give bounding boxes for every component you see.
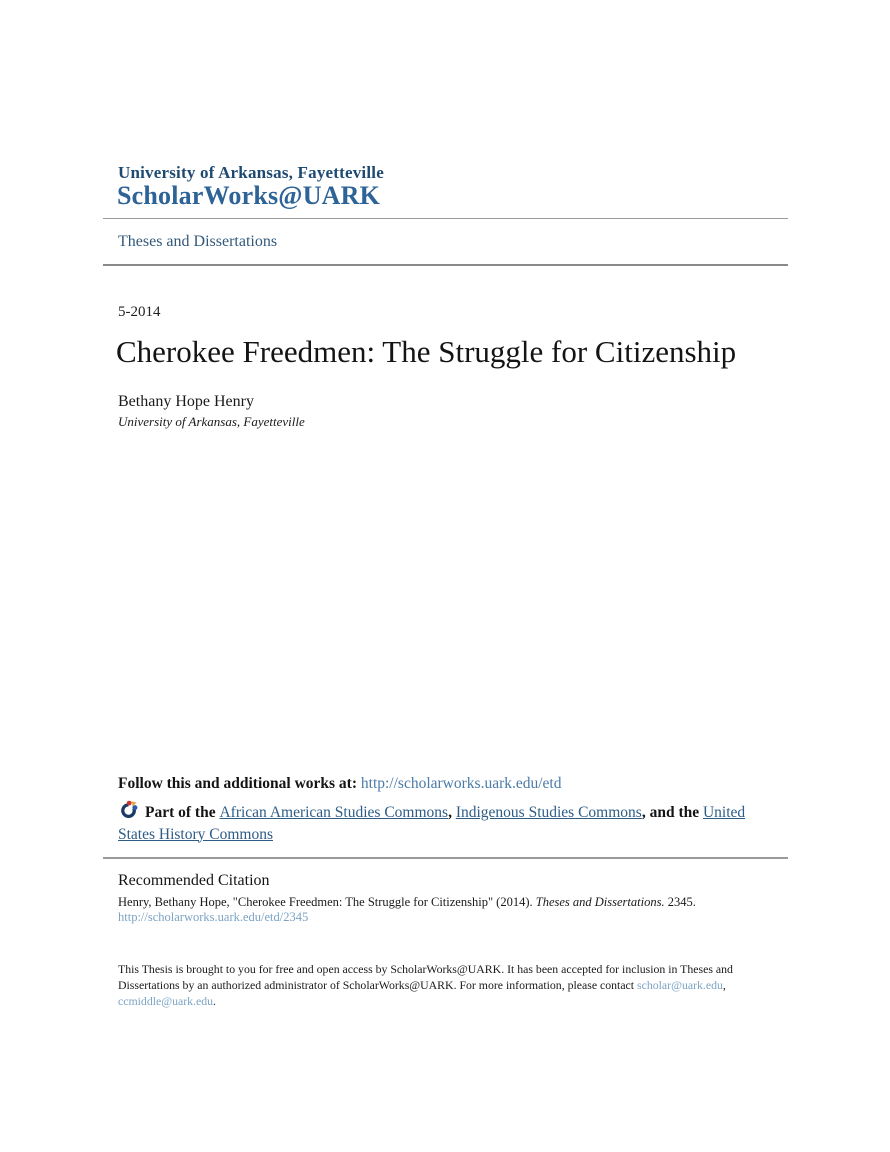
header-divider	[103, 218, 788, 219]
author-name: Bethany Hope Henry	[118, 393, 254, 410]
digital-commons-network-icon[interactable]	[118, 800, 139, 821]
footer-access-note	[118, 962, 766, 1009]
footer-email-scholar[interactable]: scholar@uark.edu	[637, 977, 723, 992]
publication-date: 5-2014	[118, 304, 161, 320]
footer-email-separator: ,	[722, 977, 726, 992]
and-the-label: , and the	[641, 804, 703, 821]
citation-url-link[interactable]: http://scholarworks.uark.edu/etd/2345	[118, 910, 309, 924]
commons-link-african-american-studies[interactable]: African American Studies Commons	[219, 804, 449, 821]
site-name-link[interactable]: ScholarWorks@UARK	[117, 181, 381, 210]
citation-source-italic: Theses and Dissertations.	[535, 895, 665, 909]
footer-text: This Thesis is brought to you for free and open access by ScholarWorks@UARK. It has been accepted for inclusion in Theses and Dissertations by an authorized administrator of ScholarWorks@UARK. For more information, please contact	[118, 962, 733, 992]
recommended-citation-heading: Recommended Citation	[118, 872, 270, 889]
commons-membership-line	[118, 800, 770, 845]
footer-email-ccmiddle[interactable]: ccmiddle@uark.edu	[118, 993, 214, 1008]
follow-works-line	[118, 775, 561, 793]
commons-link-indigenous-studies[interactable]: Indigenous Studies Commons	[455, 804, 642, 821]
citation-main: Henry, Bethany Hope, "Cherokee Freedmen: The Struggle for Citizenship" (2014).	[118, 895, 536, 909]
citation-number: 2345.	[664, 895, 696, 909]
citation-divider	[103, 857, 788, 859]
footer-period: .	[213, 993, 216, 1008]
citation-text	[118, 894, 738, 910]
author-affiliation: University of Arkansas, Fayetteville	[118, 414, 305, 429]
part-of-label: Part of the	[145, 804, 220, 821]
document-title: Cherokee Freedmen: The Struggle for Citizenship	[116, 334, 737, 369]
collection-link[interactable]: Theses and Dissertations	[118, 233, 278, 250]
commons-link-united-states-history[interactable]: United States History Commons	[118, 804, 746, 843]
follow-works-link[interactable]: http://scholarworks.uark.edu/etd	[360, 775, 562, 792]
institution-name: University of Arkansas, Fayetteville	[118, 163, 384, 182]
comma-separator: ,	[448, 804, 456, 821]
follow-works-label: Follow this and additional works at:	[118, 775, 361, 792]
collection-divider	[103, 264, 788, 266]
